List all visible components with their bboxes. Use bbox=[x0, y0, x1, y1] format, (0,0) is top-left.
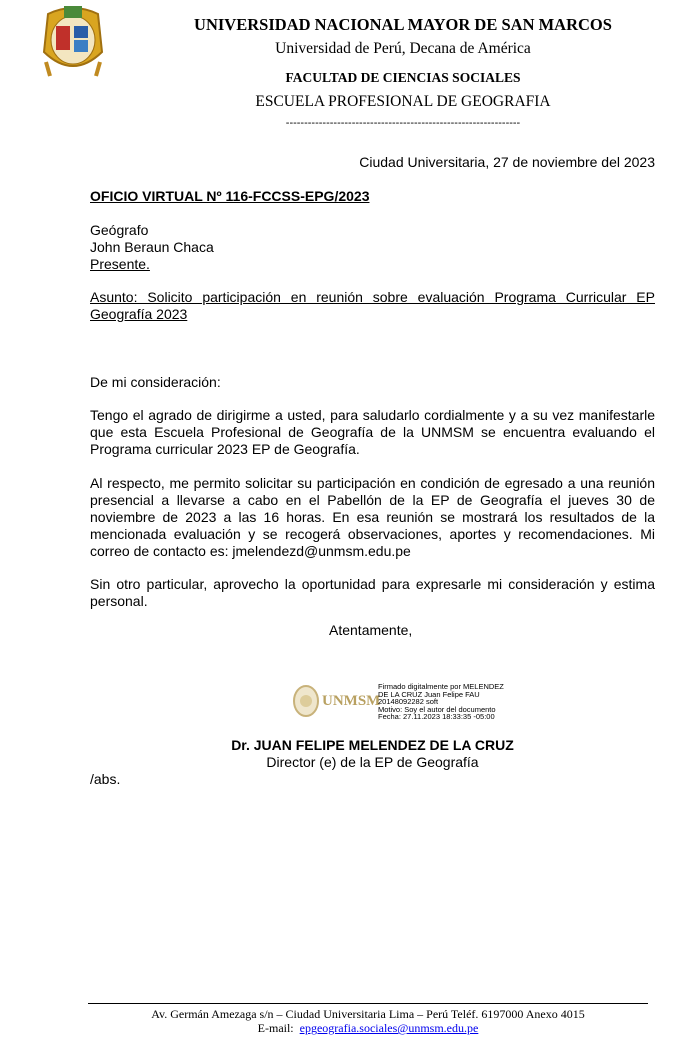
digital-signature bbox=[292, 684, 380, 718]
recipient-title: Geógrafo bbox=[90, 222, 149, 238]
paragraph-1: Tengo el agrado de dirigirme a usted, para saludarlo cordialmente y a su vez manifestarle que esta Escuela Profesional de Geografía de la UNMSM se encuentra evaluando el Programa curricular 2023 EP de Geografía. bbox=[90, 407, 655, 457]
footer-email-line bbox=[88, 1021, 648, 1036]
footer-email-label: E-mail: bbox=[257, 1021, 294, 1035]
footer-address: Av. Germán Amezaga s/n – Ciudad Universitaria Lima – Perú Teléf. 6197000 Anexo 4015 bbox=[151, 1007, 585, 1021]
typist-initials: /abs. bbox=[90, 771, 121, 787]
letter-date: Ciudad Universitaria, 27 de noviembre del 2023 bbox=[359, 154, 655, 170]
letter-greeting: De mi consideración: bbox=[90, 374, 221, 390]
signature-details bbox=[378, 683, 504, 721]
letter-subject: Asunto: Solicito participación en reunión sobre evaluación Programa Curricular EP Geografía 2023 bbox=[90, 289, 655, 322]
signer-name: Dr. JUAN FELIPE MELENDEZ DE LA CRUZ bbox=[231, 737, 514, 753]
paragraph-2: Al respecto, me permito solicitar su participación en condición de egresado a una reunión presencial a llevarse a cabo en el Pabellón de la EP de Geografía el jueves 30 de noviembre de 2023 a las 16 horas. En esa reunión se mostrará los resultados de la mencionada evaluación y se recogerá observaciones, aportes y recomendaciones. Mi correo de contacto es: jmelendezd@unmsm.edu.pe bbox=[90, 475, 655, 559]
paragraph-3: Sin otro particular, aprovecho la oportunidad para expresarle mi consideración y estima personal. bbox=[90, 576, 655, 609]
university-subtitle: Universidad de Perú, Decana de América bbox=[275, 40, 531, 57]
signer-position: Director (e) de la EP de Geografía bbox=[266, 754, 479, 770]
recipient-block bbox=[90, 222, 655, 273]
signature-line: Fecha: 27.11.2023 18:33:35 -05:00 bbox=[378, 712, 495, 721]
presente: Presente. bbox=[90, 256, 150, 272]
school-name: ESCUELA PROFESIONAL DE GEOGRAFIA bbox=[255, 93, 551, 110]
university-name: UNIVERSIDAD NACIONAL MAYOR DE SAN MARCOS bbox=[194, 15, 612, 34]
signature-logo-text: UNMSM bbox=[322, 692, 381, 709]
recipient-name: John Beraun Chaca bbox=[90, 239, 214, 255]
footer-divider bbox=[88, 1003, 648, 1004]
header-separator: ---------------------------------------------------------------- bbox=[285, 117, 521, 129]
signature-seal-icon bbox=[292, 684, 320, 718]
signature-line: Firmado digitalmente por MELENDEZ bbox=[378, 682, 504, 691]
footer-email-link[interactable]: epgeografia.sociales@unmsm.edu.pe bbox=[299, 1021, 479, 1035]
faculty-name: FACULTAD DE CIENCIAS SOCIALES bbox=[285, 70, 521, 85]
signature-line: DE LA CRUZ Juan Felipe FAU bbox=[378, 689, 480, 699]
university-crest-icon bbox=[38, 2, 108, 80]
letter-reference: OFICIO VIRTUAL Nº 116-FCCSS-EPG/2023 bbox=[90, 188, 370, 204]
signature-line: 20148092282 soft bbox=[378, 697, 439, 706]
closing: Atentamente, bbox=[329, 622, 413, 638]
signature-line: Motivo: Soy el autor del documento bbox=[378, 704, 496, 714]
